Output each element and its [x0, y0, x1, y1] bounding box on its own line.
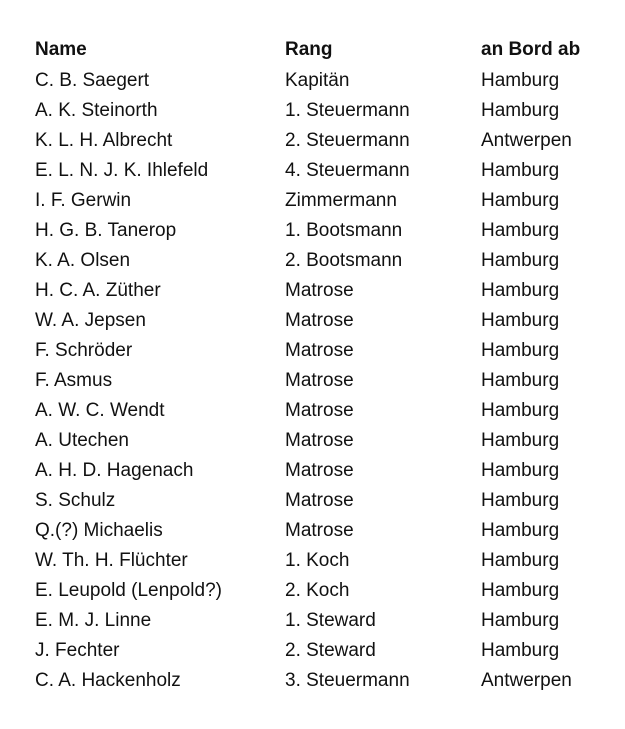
crew-rank: 2. Steward — [285, 640, 376, 661]
crew-rank: 1. Bootsmann — [285, 220, 403, 241]
crew-name: E. L. N. J. K. Ihlefeld — [35, 160, 209, 181]
crew-name: C. A. Hackenholz — [35, 670, 181, 691]
crew-port: Hamburg — [481, 610, 560, 631]
table-row — [35, 126, 595, 156]
crew-port: Hamburg — [481, 220, 560, 241]
crew-port: Hamburg — [481, 310, 560, 331]
crew-name: H. C. A. Züther — [35, 280, 161, 301]
crew-name: K. A. Olsen — [35, 250, 131, 271]
table-row — [35, 396, 595, 426]
table-row — [35, 306, 595, 336]
crew-name: W. Th. H. Flüchter — [35, 550, 188, 571]
crew-name: F. Schröder — [35, 340, 133, 361]
crew-rank: Matrose — [285, 520, 354, 541]
crew-port: Hamburg — [481, 70, 560, 91]
crew-port: Hamburg — [481, 550, 560, 571]
crew-port: Hamburg — [481, 520, 560, 541]
crew-name: A. H. D. Hagenach — [35, 460, 194, 481]
crew-name: E. M. J. Linne — [35, 610, 152, 631]
crew-port: Hamburg — [481, 160, 560, 181]
crew-name: Q.(?) Michaelis — [35, 520, 163, 541]
crew-rank: Matrose — [285, 490, 354, 511]
table-row — [35, 366, 595, 396]
crew-name: A. W. C. Wendt — [35, 400, 165, 421]
crew-name: A. Utechen — [35, 430, 129, 451]
header-port: an Bord ab — [481, 39, 581, 60]
table-row — [35, 336, 595, 366]
table-row — [35, 456, 595, 486]
crew-rank: Matrose — [285, 370, 354, 391]
table-row — [35, 486, 595, 516]
crew-name: C. B. Saegert — [35, 70, 150, 91]
crew-name: I. F. Gerwin — [35, 190, 132, 211]
crew-port: Hamburg — [481, 430, 560, 451]
crew-name: F. Asmus — [35, 370, 113, 391]
table-row — [35, 276, 595, 306]
crew-name: K. L. H. Albrecht — [35, 130, 173, 151]
crew-port: Hamburg — [481, 640, 560, 661]
crew-port: Antwerpen — [481, 670, 572, 691]
crew-name: S. Schulz — [35, 490, 116, 511]
crew-name: W. A. Jepsen — [35, 310, 146, 331]
crew-port: Hamburg — [481, 100, 560, 121]
table-row — [35, 186, 595, 216]
crew-name: J. Fechter — [35, 640, 120, 661]
crew-name: E. Leupold (Lenpold?) — [35, 580, 222, 601]
crew-rank: Matrose — [285, 310, 354, 331]
crew-port: Hamburg — [481, 370, 560, 391]
crew-port: Hamburg — [481, 250, 560, 271]
crew-rank: 2. Koch — [285, 580, 350, 601]
crew-name: H. G. B. Tanerop — [35, 220, 177, 241]
crew-rank: 4. Steuermann — [285, 160, 410, 181]
crew-rows — [35, 66, 595, 696]
table-row — [35, 426, 595, 456]
crew-port: Hamburg — [481, 490, 560, 511]
crew-rank: 2. Bootsmann — [285, 250, 403, 271]
table-row — [35, 96, 595, 126]
table-row — [35, 246, 595, 276]
table-row — [35, 156, 595, 186]
crew-port: Hamburg — [481, 580, 560, 601]
table-row — [35, 606, 595, 636]
crew-rank: 1. Steward — [285, 610, 376, 631]
crew-rank: 1. Steuermann — [285, 100, 410, 121]
header-rank: Rang — [285, 39, 333, 60]
crew-port: Hamburg — [481, 400, 560, 421]
crew-name: A. K. Steinorth — [35, 100, 158, 121]
table-row — [35, 666, 595, 696]
crew-rank: Matrose — [285, 340, 354, 361]
crew-rank: 2. Steuermann — [285, 130, 410, 151]
table-row — [35, 66, 595, 96]
crew-rank: Zimmermann — [285, 190, 397, 211]
crew-rank: Matrose — [285, 430, 354, 451]
crew-port: Hamburg — [481, 280, 560, 301]
table-row — [35, 546, 595, 576]
crew-port: Hamburg — [481, 190, 560, 211]
crew-port: Hamburg — [481, 460, 560, 481]
crew-rank: Matrose — [285, 400, 354, 421]
table-row — [35, 576, 595, 606]
crew-rank: 3. Steuermann — [285, 670, 410, 691]
crew-rank: Kapitän — [285, 70, 350, 91]
crew-port: Hamburg — [481, 340, 560, 361]
crew-table — [35, 36, 595, 696]
crew-rank: Matrose — [285, 460, 354, 481]
crew-port: Antwerpen — [481, 130, 572, 151]
header-row — [35, 36, 595, 64]
table-row — [35, 516, 595, 546]
crew-rank: 1. Koch — [285, 550, 350, 571]
table-row — [35, 216, 595, 246]
header-name: Name — [35, 39, 87, 60]
crew-rank: Matrose — [285, 280, 354, 301]
table-row — [35, 636, 595, 666]
